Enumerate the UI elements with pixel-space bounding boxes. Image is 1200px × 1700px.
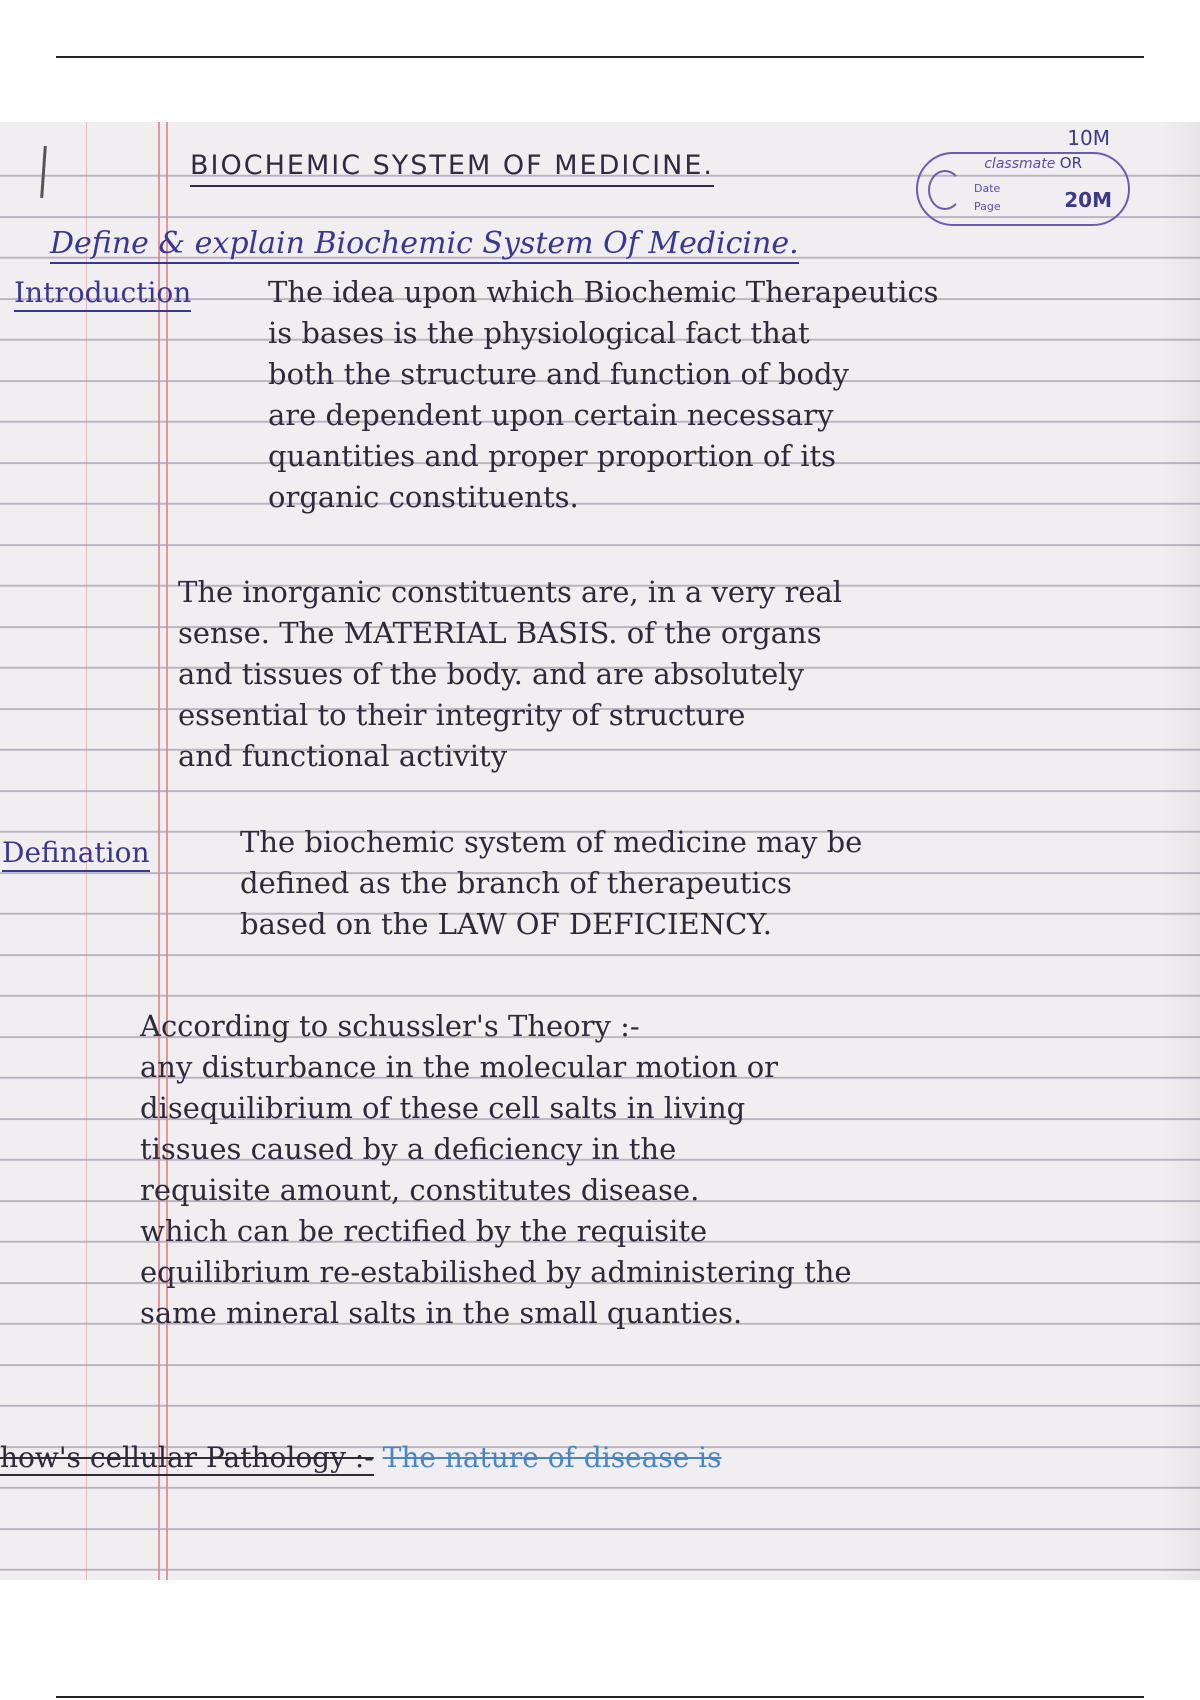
text-line: is bases is the physiological fact that xyxy=(268,316,810,350)
inorganic-paragraph xyxy=(178,572,842,777)
notebook-page xyxy=(0,122,1200,1580)
defination-paragraph xyxy=(240,822,862,945)
cellular-pathology-heading xyxy=(0,1440,721,1476)
text-line: equilibrium re-estabilished by administering the xyxy=(140,1255,852,1289)
text-line: requisite amount, constitutes disease. xyxy=(140,1173,700,1207)
text-line: quantities and proper proportion of its xyxy=(268,439,837,473)
pen-mark xyxy=(40,146,47,198)
text-line: and functional activity xyxy=(178,739,508,773)
introduction-label: Introduction xyxy=(14,276,191,312)
text-line: defined as the branch of therapeutics xyxy=(240,866,792,900)
page-title: BIOCHEMIC SYSTEM OF MEDICINE. xyxy=(190,150,714,187)
text-line: based on the LAW OF DEFICIENCY. xyxy=(240,907,772,941)
stamp-date-label: Date xyxy=(974,182,1001,195)
stamp-page-label: Page xyxy=(974,200,1001,213)
text-line: both the structure and function of body xyxy=(268,357,849,391)
text-line: sense. The MATERIAL BASIS. of the organs xyxy=(178,616,822,650)
text-line: and tissues of the body. and are absolutely xyxy=(178,657,804,691)
marks-label: 20M xyxy=(1064,188,1112,212)
text-line: any disturbance in the molecular motion or xyxy=(140,1050,779,1084)
defination-label: Defination xyxy=(2,836,150,872)
text-line: are dependent upon certain necessary xyxy=(268,398,834,432)
text-line: The idea upon which Biochemic Therapeutics xyxy=(268,275,939,309)
struck-heading: how's cellular Pathology :- xyxy=(0,1441,374,1474)
top-divider xyxy=(56,56,1144,58)
marks-or: OR xyxy=(1059,154,1082,172)
margin-line xyxy=(166,122,168,1580)
marks-label: 10M xyxy=(1067,126,1110,150)
question-heading: Define & explain Biochemic System Of Medicine. xyxy=(50,226,799,264)
struck-continuation: The nature of disease is xyxy=(382,1441,722,1474)
introduction-paragraph xyxy=(268,272,939,518)
bottom-divider xyxy=(56,1696,1144,1698)
stamp-logo-icon xyxy=(928,170,962,210)
text-line: According to schussler's Theory :- xyxy=(140,1009,640,1043)
text-line: essential to their integrity of structure xyxy=(178,698,746,732)
text-line: which can be rectified by the requisite xyxy=(140,1214,708,1248)
text-line: disequilibrium of these cell salts in living xyxy=(140,1091,746,1125)
schussler-paragraph xyxy=(140,1006,852,1334)
text-line: same mineral salts in the small quanties. xyxy=(140,1296,743,1330)
margin-line xyxy=(158,122,160,1580)
text-line: organic constituents. xyxy=(268,480,579,514)
text-line: The inorganic constituents are, in a very real xyxy=(178,575,843,609)
stamp-brand: classmate OR xyxy=(984,154,1082,172)
text-line: The biochemic system of medicine may be xyxy=(240,825,863,859)
text-line: tissues caused by a deficiency in the xyxy=(140,1132,677,1166)
